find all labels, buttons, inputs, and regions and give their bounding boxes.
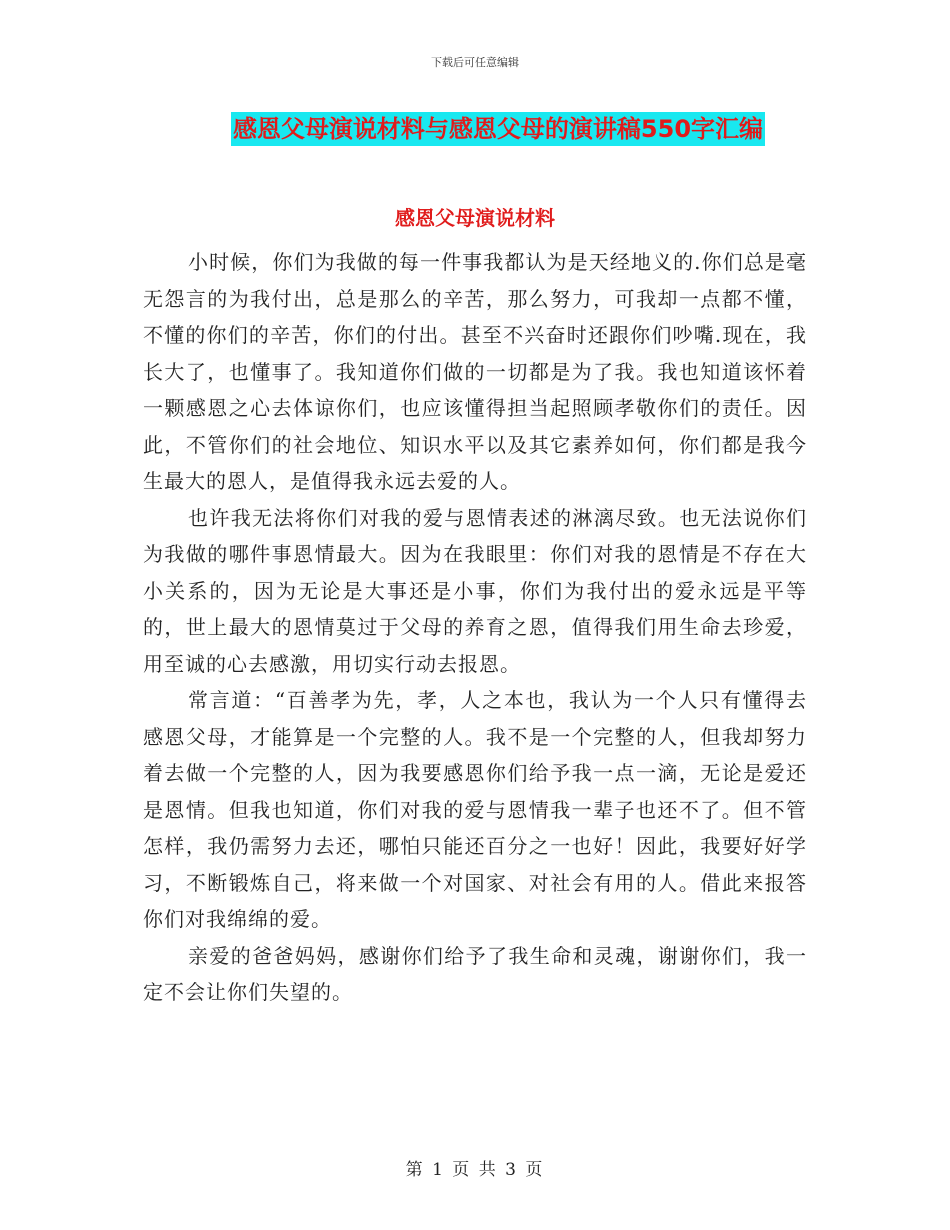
paragraph: 常言道：“百善孝为先，孝，人之本也，我认为一个人只有懂得去感恩父母，才能算是一个完整的人。我不是一个完整的人，但我却努力着去做一个完整的人，因为我要感恩你们给予我一点一滴，无论是爱还是恩情。但我也知道，你们对我的爱与恩情我一辈子也还不了。但不管怎样，我仍需努力去还，哪怕只能还百分之一也好！因此，我要好好学习，不断锻炼自己，将来做一个对国家、对社会有用的人。借此来报答你们对我绵绵的爱。 [143,688,807,931]
document-title: 感恩父母演说材料与感恩父母的演讲稿550字汇编 [231,112,765,146]
section-title: 感恩父母演说材料 [395,206,555,230]
body-text [143,244,807,1011]
header-note: 下载后可任意编辑 [431,56,519,69]
paragraph: 亲爱的爸爸妈妈，感谢你们给予了我生命和灵魂，谢谢你们，我一定不会让你们失望的。 [143,943,807,1004]
page-footer: 第 1 页 共 3 页 [405,1160,545,1180]
document-title-wrapper [0,112,950,146]
paragraph: 小时候，你们为我做的每一件事我都认为是天经地义的.你们总是毫无怨言的为我付出，总是那么的辛苦，那么努力，可我却一点都不懂，不懂的你们的辛苦，你们的付出。甚至不兴奋时还跟你们吵嘴.现在，我长大了，也懂事了。我知道你们做的一切都是为了我。我也知道该怀着一颗感恩之心去体谅你们，也应该懂得担当起照顾孝敬你们的责任。因此，不管你们的社会地位、知识水平以及其它素养如何，你们都是我今生最大的恩人，是值得我永远去爱的人。 [143,250,807,493]
paragraph: 也许我无法将你们对我的爱与恩情表述的淋漓尽致。也无法说你们为我做的哪件事恩情最大。因为在我眼里：你们对我的恩情是不存在大小关系的，因为无论是大事还是小事，你们为我付出的爱永远是平等的，世上最大的恩情莫过于父母的养育之恩，值得我们用生命去珍爱，用至诚的心去感激，用切实行动去报恩。 [143,505,807,676]
